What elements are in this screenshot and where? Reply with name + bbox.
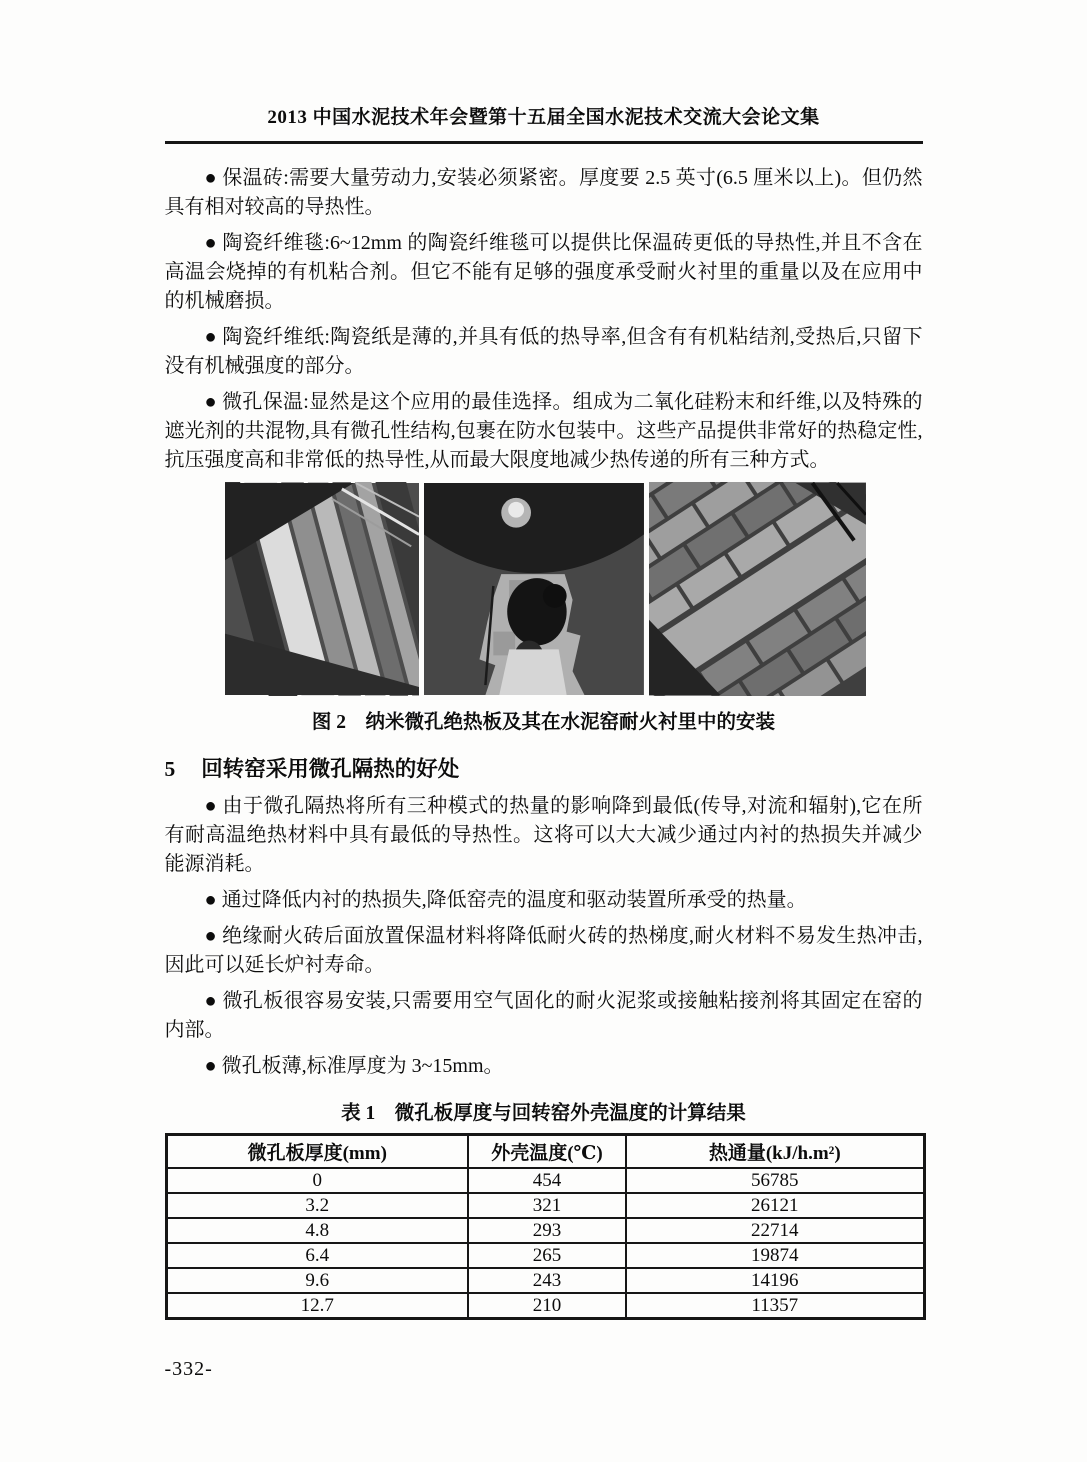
cell-temperature: 210 bbox=[468, 1293, 626, 1319]
stacked-microporous-boards-photo bbox=[225, 482, 419, 696]
cell-temperature: 265 bbox=[468, 1243, 626, 1268]
cell-thickness: 3.2 bbox=[166, 1193, 468, 1218]
figure-2-caption: 图 2 纳米微孔绝热板及其在水泥窑耐火衬里中的安装 bbox=[311, 712, 776, 733]
cell-temperature: 293 bbox=[468, 1218, 626, 1243]
body-paragraph: ● 微孔保温:显然是这个应用的最佳选择。组成为二氧化硅粉末和纤维,以及特殊的遮光剂的共混物,具有微孔性结构,包裹在防水包装中。这些产品提供非常好的热稳定性,抗压强度高和非常低的热导性,从而最大限度地减少热传递的所有三种方式。 bbox=[164, 391, 923, 471]
table-1-title: 表 1 微孔板厚度与回转窑外壳温度的计算结果 bbox=[341, 1103, 746, 1124]
cell-thickness: 0 bbox=[166, 1168, 468, 1193]
body-paragraph: ● 陶瓷纤维毯:6~12mm 的陶瓷纤维毯可以提供比保温砖更低的导热性,并且不含在高温会烧掉的有机粘合剂。但它不能有足够的强度承受耐火衬里的重量以及在应用中的机械磨损。 bbox=[164, 232, 923, 312]
table-row bbox=[166, 1243, 924, 1268]
page-content bbox=[165, 0, 923, 1381]
cell-temperature: 243 bbox=[468, 1268, 626, 1293]
cell-thickness: 6.4 bbox=[166, 1243, 468, 1268]
page-number: -332- bbox=[164, 1358, 213, 1380]
section-number: 5 bbox=[164, 757, 176, 781]
table-header-row bbox=[166, 1135, 924, 1169]
cell-thickness: 4.8 bbox=[166, 1218, 468, 1243]
table-row bbox=[166, 1293, 924, 1319]
cell-thickness: 9.6 bbox=[166, 1268, 468, 1293]
cell-heat-flux: 26121 bbox=[626, 1193, 924, 1218]
col-header-board-thickness: 微孔板厚度(mm) bbox=[166, 1135, 468, 1169]
cell-heat-flux: 22714 bbox=[626, 1218, 924, 1243]
kiln-interior-installation-photo bbox=[424, 482, 644, 696]
body-paragraph: ● 微孔板薄,标准厚度为 3~15mm。 bbox=[204, 1055, 504, 1077]
body-paragraph: ● 通过降低内衬的热损失,降低窑壳的温度和驱动装置所承受的热量。 bbox=[204, 889, 807, 911]
refractory-brick-lining-photo bbox=[649, 482, 866, 696]
figure-2-photo-strip bbox=[225, 482, 866, 696]
body-paragraph: ● 绝缘耐火砖后面放置保温材料将降低耐火砖的热梯度,耐火材料不易发生热冲击,因此可以延长炉衬寿命。 bbox=[164, 925, 923, 976]
proceedings-header: 2013 中国水泥技术年会暨第十五届全国水泥技术交流大会论文集 bbox=[267, 107, 820, 128]
table-row bbox=[166, 1193, 924, 1218]
cell-heat-flux: 56785 bbox=[626, 1168, 924, 1193]
cell-thickness: 12.7 bbox=[166, 1293, 468, 1319]
cell-heat-flux: 19874 bbox=[626, 1243, 924, 1268]
table-row bbox=[166, 1168, 924, 1193]
section-title: 回转窑采用微孔隔热的好处 bbox=[201, 757, 460, 781]
body-paragraph: ● 微孔板很容易安装,只需要用空气固化的耐火泥浆或接触粘接剂将其固定在窑的内部。 bbox=[164, 990, 923, 1041]
body-paragraph: ● 陶瓷纤维纸:陶瓷纸是薄的,并具有低的热导率,但含有有机粘结剂,受热后,只留下没有机械强度的部分。 bbox=[164, 326, 923, 377]
col-header-shell-temperature: 外壳温度(℃) bbox=[468, 1135, 626, 1169]
cell-heat-flux: 14196 bbox=[626, 1268, 924, 1293]
table-1-calculation-results bbox=[165, 1133, 926, 1320]
cell-temperature: 454 bbox=[468, 1168, 626, 1193]
table-row bbox=[166, 1268, 924, 1293]
section-5-heading bbox=[165, 752, 923, 783]
cell-temperature: 321 bbox=[468, 1193, 626, 1218]
col-header-heat-flux: 热通量(kJ/h.m²) bbox=[626, 1135, 924, 1169]
body-paragraph: ● 由于微孔隔热将所有三种模式的热量的影响降到最低(传导,对流和辐射),它在所有耐高温绝热材料中具有最低的导热性。这将可以大大减少通过内衬的热损失并减少能源消耗。 bbox=[164, 795, 923, 875]
cell-heat-flux: 11357 bbox=[626, 1293, 924, 1319]
header-rule bbox=[165, 141, 923, 144]
table-row bbox=[166, 1218, 924, 1243]
body-paragraph: ● 保温砖:需要大量劳动力,安装必须紧密。厚度要 2.5 英寸(6.5 厘米以上)。但仍然具有相对较高的导热性。 bbox=[164, 167, 923, 218]
